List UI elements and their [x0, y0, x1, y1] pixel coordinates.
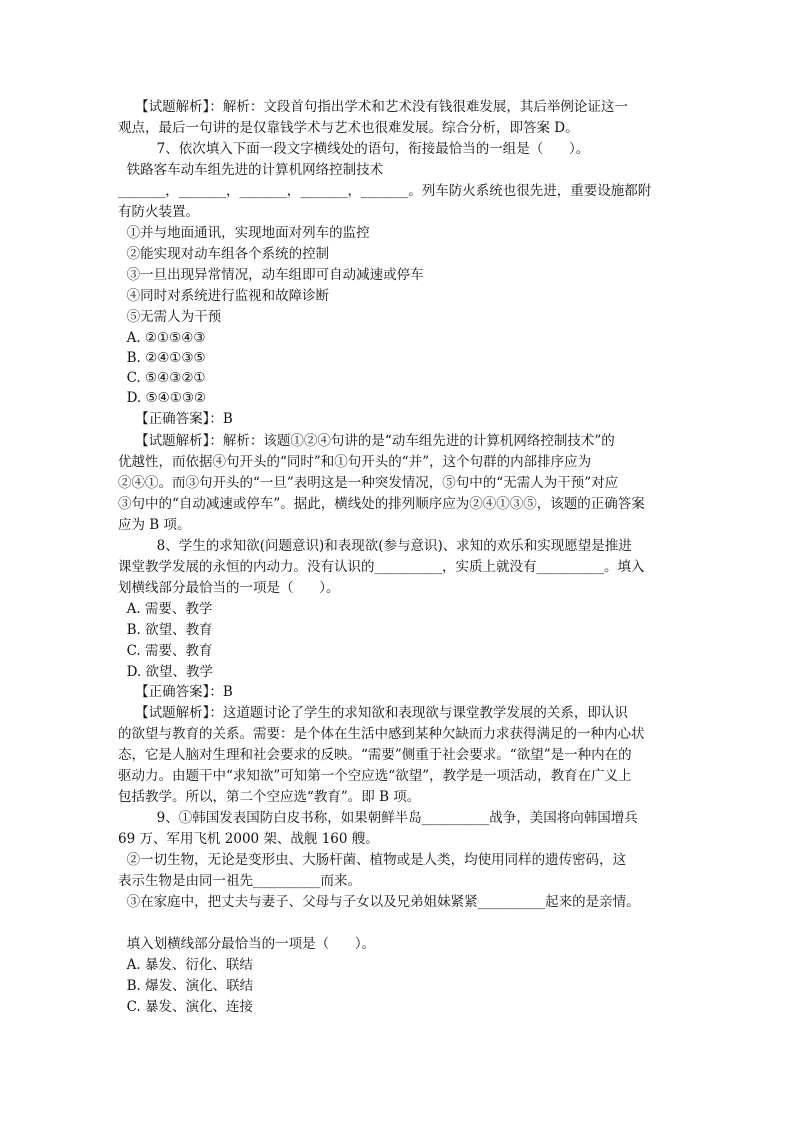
option-b: B. 爆发、演化、联结: [118, 978, 254, 994]
question-8-stem: 8、学生的求知欲(问题意识)和表现欲(参与意识)、求知的欢乐和实现愿望是推进: [118, 538, 632, 554]
option-d: D. ⑤④①③②: [118, 390, 207, 406]
text-line: ②一切生物，无论是变形虫、大肠杆菌、植物或是人类，均使用同样的遗传密码，这: [118, 852, 627, 868]
text-line: ③在家庭中，把丈夫与妻子、父母与子女以及兄弟姐妹紧紧__________起来的是亲情。: [118, 894, 640, 910]
option-a: A. ②①⑤④③: [118, 330, 206, 346]
text-line: 有防火装置。: [118, 204, 199, 220]
text-line: 应为 B 项。: [118, 517, 191, 533]
list-item: ③一旦出现异常情况，动车组即可自动减速或停车: [118, 267, 424, 283]
text-line: 表示生物是由同一祖先__________而来。: [118, 873, 361, 889]
text-line: 包括教学。所以，第二个空应选“教育”。即 B 项。: [118, 789, 421, 805]
option-b: B. 欲望、教育: [118, 622, 213, 638]
option-b: B. ②④①③⑤: [118, 350, 206, 366]
list-item: ④同时对系统进行监视和故障诊断: [118, 288, 330, 304]
text-line: ③句中的“自动减速或停车”。据此，横线处的排列顺序应为②④①③⑤，该题的正确答案: [118, 496, 645, 512]
text-line: 铁路客车动车组先进的计算机网络控制技术: [118, 162, 384, 178]
correct-answer: 【正确答案】：B: [118, 684, 233, 700]
option-a: A. 暴发、衍化、联结: [118, 957, 253, 973]
option-c: C. 需要、教育: [118, 643, 213, 659]
text-line: 课堂教学发展的永恒的内动力。没有认识的__________，实质上就没有__________。填入: [118, 559, 645, 575]
text-line: 划横线部分最恰当的一项是（ ）。: [118, 580, 340, 596]
text-line: ②④①。而③句开头的“一旦”表明这是一种突发情况，⑤句中的“无需人为干预”对应: [118, 475, 619, 491]
text-line: 填入划横线部分最恰当的一项是（ ）。: [118, 936, 376, 952]
list-item: ②能实现对动车组各个系统的控制: [118, 246, 330, 262]
text-line: 观点，最后一句讲的是仅靠钱学术与艺术也很难发展。综合分析，即答案 D。: [118, 120, 579, 136]
option-d: D. 欲望、教学: [118, 664, 214, 680]
option-a: A. 需要、教学: [118, 601, 213, 617]
text-line: 驱动力。由题干中“求知欲”可知第一个空应选“欲望”，教学是一项活动，教育在广义上: [118, 768, 632, 784]
text-line: 的欲望与教育的关系。需要：是个体在生活中感到某种欠缺而力求获得满足的一种内心状: [118, 726, 645, 742]
list-item: ①并与地面通讯，实现地面对列车的监控: [118, 225, 370, 241]
question-7-stem: 7、依次填入下面一段文字横线处的语句，衔接最恰当的一组是（ ）。: [118, 141, 590, 157]
text-line: 【试题解析】：解析：该题①②④句讲的是“动车组先进的计算机网络控制技术”的: [118, 433, 615, 449]
text-line: 优越性，而依据④句开头的“同时”和①句开头的“并”，这个句群的内部排序应为: [118, 454, 592, 470]
correct-answer: 【正确答案】：B: [118, 411, 233, 427]
question-9-stem: 9、①韩国发表国防白皮书称，如果朝鲜半岛__________战争，美国将向韩国增兵: [118, 810, 638, 826]
text-line: 态，它是人脑对生理和社会要求的反映。“需要”侧重于社会要求。“欲望”是一种内在的: [118, 747, 632, 763]
option-c: C. 暴发、演化、连接: [118, 999, 254, 1015]
text-line: 【试题解析】：解析：文段首句指出学术和艺术没有钱很难发展，其后举例论证这一: [118, 99, 628, 115]
text-line: 69 万、军用飞机 2000 架、战舰 160 艘。: [118, 831, 379, 847]
text-line: _______，_______，_______，_______，_______。列车防火系统也很先进，重要设施都附: [118, 183, 652, 199]
option-c: C. ⑤④③②①: [118, 370, 206, 386]
text-line: 【试题解析】：这道题讨论了学生的求知欲和表现欲与课堂教学发展的关系，即认识: [118, 705, 628, 721]
list-item: ⑤无需人为干预: [118, 309, 222, 325]
